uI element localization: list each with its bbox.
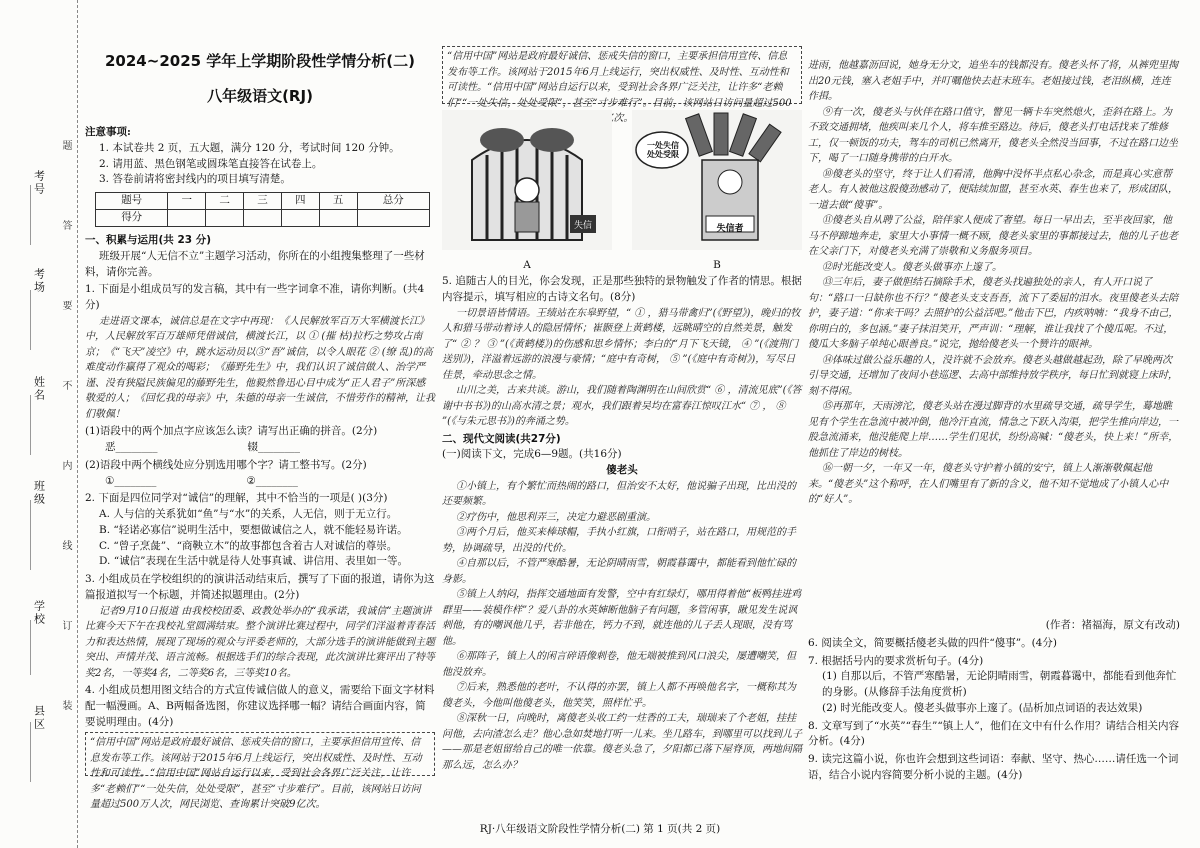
column-right — [808, 0, 1180, 848]
essay-paragraph: ④自那以后，不管严寒酷暑，无论阴晴雨雪，朝霞暮霭中，都能看到他忙碌的身影。 — [442, 558, 796, 585]
binding-label-school: 学校 — [32, 600, 46, 626]
essay-paragraph: ⑦后来，熟悉他的老叶，不认得的亦罢，镇上人都不再唤他名字，一概称其为傻老头，今他叫他傻老头，他笑笑，照样忙乎。 — [442, 682, 796, 709]
cartoon-row — [442, 110, 802, 271]
question-1-sub2: (2)语段中两个横线处应分别选用哪个字？请工整书写。(2分) — [85, 458, 367, 471]
essay-source: (作者：褚福海，原文有改动) — [1045, 619, 1180, 631]
question-6: 6. 阅读全文，简要概括傻老头做的四件“傻事”。(4分) — [808, 636, 1057, 649]
essay-paragraph: ①小镇上，有个繁忙而热闹的路口，但治安不太好，他说骗子出现，比出没的还要频繁。 — [442, 480, 796, 508]
essay-paragraph: ⑪傻老头自从聘了公益，陪伴家人便成了奢望。每日一早出去，至半夜回家，他马不停蹄地奔走，家里大小事情一概不顾，傻老头家里的事都接过去，他的儿子也老在父亲门下，对傻老头充满了崇敬和义务服务项目。 — [808, 215, 1178, 257]
essay-paragraph: 进雨，他越嘉沥回说，她身无分文，追坐车的钱都没有。傻老头怀了将，从裤兜里掏出20元钱，塞入老姐手中，并叮嘱他快去赶末班车。老姐接过钱，老泪纵横，连连作揖。 — [808, 60, 1178, 102]
score-header-cell: 四 — [281, 193, 319, 210]
score-cell[interactable] — [357, 210, 429, 227]
score-row-label: 得分 — [96, 210, 168, 227]
cartoon-a — [442, 110, 612, 271]
question-5-passage: 一切景语皆情语。王绩站在东皋野望，“ ① ，猎马带禽归”(《野望》)，晚归的牧人和猎马带动着诗人的隐居情怀；崔颢登上黄鹤楼，远眺晴空的自然美景，触发了“ ② ？ ③ ”(《黄鹤楼》)的伤感和思乡情怀；李白的“月下飞天镜， ④ ”(《渡荆门送别》)，洋溢着远游的浪漫与豪情；“庭中有奇树， ⑤ ”(《庭中有奇树》)，写尽日佳景，牵动思念之情。 — [442, 307, 801, 381]
binding-label-exam-number: 考号 — [32, 170, 46, 196]
score-cell[interactable] — [168, 210, 206, 227]
essay-paragraph: ⑯一朝一夕，一年又一年，傻老头守护着小镇的安宁，镇上人渐渐敬佩起他来。“傻老头”这个称呼，在人们嘴里有了新的含义，他不知不觉地成了小镇人心中的“好人”。 — [808, 463, 1169, 505]
option: D. “诚信”表现在生活中就是待人处事真诚、讲信用、表里如一等。 — [99, 555, 408, 568]
question-4-material-continued — [442, 46, 802, 124]
essay-paragraph: ⑥那阵子，镇上人的闲言碎语像刺卷，他无端被推到风口浪尖，屡遭嘲笑，但他没放弃。 — [442, 651, 796, 678]
score-header-cell: 题号 — [96, 193, 168, 210]
answer-blank[interactable]: ②________ — [246, 474, 298, 487]
cartoon-a-tag: 失信 — [573, 221, 593, 231]
cartoon-b-person: 失信者 — [716, 223, 744, 234]
question-8: 8. 文章写到了“水英”“春生”“镇上人”，他们在文中有什么作用？请结合相关内容分析。(4分) — [808, 719, 1180, 748]
question-2: 2. 下面是四位同学对“诚信”的理解，其中不恰当的一项是( )(3分) — [85, 492, 388, 505]
part-heading: (一)阅读下文，完成6—9题。(共16分) — [442, 448, 622, 461]
essay-title: 傻老头 — [606, 464, 638, 476]
question-3-passage: 记者9月10日报道 由我校校团委、政教处举办的“我承诺，我诚信”主题演讲比赛今天下午在我校礼堂圆满结束。整个演讲比赛过程中，同学们洋溢着青春活力和表达热情，展现了现场的观众与评委老师的，大部分选手的演讲能做到主题突出、声情并茂、语言流畅。根据选手们的综合表现，此次演讲比赛评出了特等奖2名，一等奖4名，二等奖6名，三等奖10名。 — [85, 605, 435, 679]
column-middle — [442, 0, 802, 848]
question-7-sub1: (1) 自那以后，不管严寒酷暑，无论阴晴雨雪，朝霞暮霭中，都能看到他奔忙的身影。(从修辞手法角度赏析) — [822, 670, 1177, 698]
seal-char: 不 — [60, 380, 71, 390]
answer-blank[interactable]: 恶________ — [105, 441, 158, 453]
notes-heading: 注意事项: — [85, 126, 131, 138]
seal-char: 题 — [60, 140, 71, 150]
score-cell[interactable] — [206, 210, 244, 227]
seal-char: 订 — [60, 620, 71, 630]
question-1-passage: 走进语文课本，诚信总是在文字中再现：《人民解放军百万大军横渡长江》中，人民解放军百万雄师凭借诚信，横渡长江，以 ① (摧 枯)拉朽之势攻占南京；《“飞天”凌空》中，跳水运动员以③“吾”诚信，以令人眼花 ② (缭 乱)的高难度动作赢得了观众的喝彩；《藤野先生》中，我们认识了诚信做人、治学严谨、没有狭隘民族偏见的藤野先生，他毅然鲁迅心目中成为“正人君子”所深感敬爱的人；《回忆我的母亲》中，朱德的母亲一生诚信，不惜劳作的精神，让我们敬佩！ — [85, 315, 435, 420]
page-footer: RJ·八年级语文阶段性学情分析(二) 第 1 页(共 2 页) — [479, 823, 721, 835]
question-1-sub1: (1)语段中的两个加点字应该怎么读？请写出正确的拼音。(2分) — [85, 425, 378, 438]
question-5-passage-2: 山川之美，古来共谈。游山，我们随着陶渊明在山间欣赏“ ⑥ ，清流见底”(《答谢中书书》)的山高水清之景；观水，我们跟着吴均在富春江惊叹江水“ ⑦ ， ⑧ ”(《与朱元思书》)的奔涌之势。 — [442, 385, 802, 427]
score-table — [95, 192, 430, 227]
question-4: 4. 小组成员想用图文结合的方式宣传诚信做人的意义，需要给下面文字材料配一幅漫画。A、B两幅备选图，你建议选择哪一幅？请结合画面内容，简要说明理由。(4分) — [85, 684, 435, 728]
notes-block — [85, 125, 435, 188]
answer-blank[interactable]: 辍________ — [247, 441, 300, 453]
cartoon-a-image — [442, 110, 612, 250]
binding-strip — [0, 0, 78, 848]
essay-body-continued — [808, 58, 1180, 618]
question-3: 3. 小组成员在学校组织的的演讲活动结束后，撰写了下面的报道，请你为这篇报道拟写一个标题，并简述拟题理由。(2分) — [85, 573, 435, 601]
option: B. “轻诺必寡信”说明生活中，要想做诚信之人，就不能轻易许诺。 — [99, 523, 408, 536]
seal-char: 装 — [60, 700, 71, 710]
essay-paragraph: ⑩傻老头的坚守，终于让人们看清，他胸中没怀半点私心杂念，而是真心实意帮老人。有人被他这股傻劲感动了，便陆续加盟，甚至水英、春生也来了，形成团队，一道去做“傻事”。 — [808, 168, 1178, 211]
question-7: 7. 根据括号内的要求赏析句子。(4分) — [808, 654, 984, 667]
score-header-cell: 二 — [206, 193, 244, 210]
essay-paragraph: ⑫时光能改变人。傻老头做事亦上邃了。 — [822, 261, 1002, 273]
essay-body — [442, 479, 802, 771]
option: C. “曾子烹彘”、“商鞅立木”的故事都包含着古人对诚信的尊崇。 — [99, 539, 398, 552]
essay-paragraph: ②疗伤中，他思利弄三，决定力避恶剧重演。 — [456, 511, 656, 523]
binding-label-exam-room: 考场 — [32, 268, 46, 294]
note-item: 2. 请用蓝、黑色钢笔或圆珠笔直接答在试卷上。 — [99, 157, 323, 170]
seal-char: 要 — [60, 300, 71, 310]
cartoon-b-label: B — [713, 258, 721, 271]
question-4-material: “信用中国”网站是政府最好诚信、惩戒失信的窗口，主要承担信用宣传、信息发布等工作。该网站于2015年6月上线运行，突出权威性、及时性、互动性和可读性。“信用中国”网站自运行以来，受到社会各界广泛关注，让许多“老赖们”“一处失信，处处受限”，甚至“寸步难行”。目前，该网站日访问量超过500万人次，网民浏览、查询累计突破9亿次。 — [85, 732, 435, 776]
score-cell[interactable] — [319, 210, 357, 227]
question-1: 1. 下面是小组成员写的发言稿，其中有一些字词拿不准，请你判断。(共4分) — [85, 283, 425, 311]
essay-paragraph: ⑮再那年，天雨滂沱，傻老头站在漫过脚背的水里疏导交通，疏导学生，蓦地瞧见有个学生在急流中被冲倒，他冷汗直流，情急之下跃入沟渠，把学生推向岸边，一股急流涌来，他没能爬上岸……学生们见状，纷纷高喊：“傻老头，快上来！”所幸，他抓住了岸边的树枝。 — [808, 401, 1179, 459]
essay-paragraph: ⑬三年后，妻子做胆结石摘除手术，傻老头找遍独处的亲人，有人开口说了句：“路口一日缺你也不行？”傻老头支支吾吾，流下了委屈的泪水。夜里傻老头去陪护，妻子道：“你来干吗？去照护的公益活吧。”他击下巴，内疚呐喃：“我身不由己，你明白的，多包涵。”妻子抹泪笑开，严声训：“理解，谁让我找了个傻瓜呢。不过，傻瓜大多脑子单纯心眼善良。”说完，抛给傻老头一个赞许的眼神。 — [808, 277, 1179, 350]
cartoon-b — [632, 110, 802, 271]
exam-title: 2024~2025 学年上学期阶段性学情分析(二) — [105, 52, 415, 70]
section-heading: 二、现代文阅读(共27分) — [442, 432, 561, 445]
seal-char: 线 — [60, 540, 71, 550]
score-header-cell: 五 — [319, 193, 357, 210]
exam-subtitle: 八年级语文(RJ) — [207, 86, 313, 105]
cartoon-b-bubble: 一处失信处处受限 — [647, 140, 679, 159]
essay-paragraph: ③两个月后，他买来棒球帽，手执小红旗，口衔哨子，站在路口，用规范的手势，协调疏导，出没的代价。 — [442, 527, 796, 554]
question-7-sub2: (2) 时光能改变人。傻老头做事亦上邃了。(品析加点词语的表达效果) — [822, 701, 1143, 714]
seal-char: 内 — [60, 460, 71, 470]
column-left — [85, 0, 435, 848]
binding-label-name: 姓名 — [32, 376, 46, 402]
answer-blank[interactable]: ①________ — [105, 474, 157, 487]
question-9: 9. 读完这篇小说，你也许会想到这些词语：奉献、坚守、热心……请任选一个词语，结合小说内容简要分析小说的主题。(4分) — [808, 753, 1179, 781]
essay-paragraph: ⑧深秋一日，向晚时，离傻老头收工约一炷香的工夫，瑞瑞来了个老姐，挂挂问他，去向渣怎么走？他心急如焚地打听一儿来。坐几路车，到哪里可以找到儿子——那是老姐留给自己的唯一依靠。傻老头急了，夕阳都已落下屋脊顶，两地间隔那么远，怎么办？ — [442, 713, 802, 771]
essay-paragraph: ⑨有一次，傻老头与伙伴在路口值守，瞥见一辆卡车突然熄火，歪斜在路上。为不致交通拥堵，他疾叫来几个人，将车推至路边。待后，傻老头打电话找来了维修工，仅一顿饭的功夫，驾车的司机已然离开，傻老头全然没当回事，不过在路口边坐下，喝了一口随身携带的白开水。 — [808, 106, 1178, 164]
score-cell[interactable] — [281, 210, 319, 227]
score-header-cell: 总分 — [357, 193, 429, 210]
option: A. 人与信的关系犹如“鱼”与“水”的关系，人无信，则于无立行。 — [99, 508, 398, 520]
question-5: 5. 追随古人的目光，你会发现，正是那些独特的景物触发了作者的情思。根据内容提示，填写相应的古诗文名句。(8分) — [442, 275, 802, 303]
note-item: 1. 本试卷共 2 页，五大题，满分 120 分，考试时间 120 分钟。 — [99, 141, 400, 154]
binding-label-class: 班级 — [32, 480, 46, 506]
score-header-cell: 三 — [244, 193, 282, 210]
score-cell[interactable] — [244, 210, 282, 227]
material-text: “信用中国”网站是政府最好诚信、惩戒失信的窗口，主要承担信用宣传、信息发布等工作。该网站于2015年6月上线运行，突出权威性、及时性、互动性和可读性。“信用中国”网站自运行以来，受到社会各界广泛关注，让许多“老赖们”“一处失信，处处受限”，甚至“寸步难行”。目前，该网站日访问量超过500 亿次。 — [447, 51, 792, 124]
note-item: 3. 答卷前请将密封线内的项目填写清楚。 — [99, 173, 291, 186]
seal-char: 答 — [60, 220, 71, 230]
score-header-cell: 一 — [168, 193, 206, 210]
section-intro: 班级开展“人无信不立”主题学习活动，你所在的小组搜集整理了一些材料，请你完善。 — [85, 249, 425, 278]
essay-paragraph: ⑤镇上人纳闷，指挥交通地面有发警，空中有红绿灯，哪用得着他“板鸭挂进鸡群里——装模作样”？爱八卦的水英婶断他脑子有问题，多管闲事，瞅见发生说讽刺他，有的嘲讽他几乎，若非他在，钙力不到，就连他的儿子丢人现眼，没有骂他。 — [442, 589, 802, 647]
essay-paragraph: ⑭体味过做公益乐趣的人，没许就不会放弃。傻老头越做越起劲，除了早晚两次引导交通，还增加了夜间小巷巡逻、去高中部维持放学秩序，每日忙到就寝上床时，刻不得闲。 — [808, 354, 1178, 397]
section-heading: 一、积累与运用(共 23 分) — [85, 234, 212, 246]
binding-label-county: 县区 — [32, 705, 46, 731]
cartoon-a-label: A — [523, 258, 531, 271]
